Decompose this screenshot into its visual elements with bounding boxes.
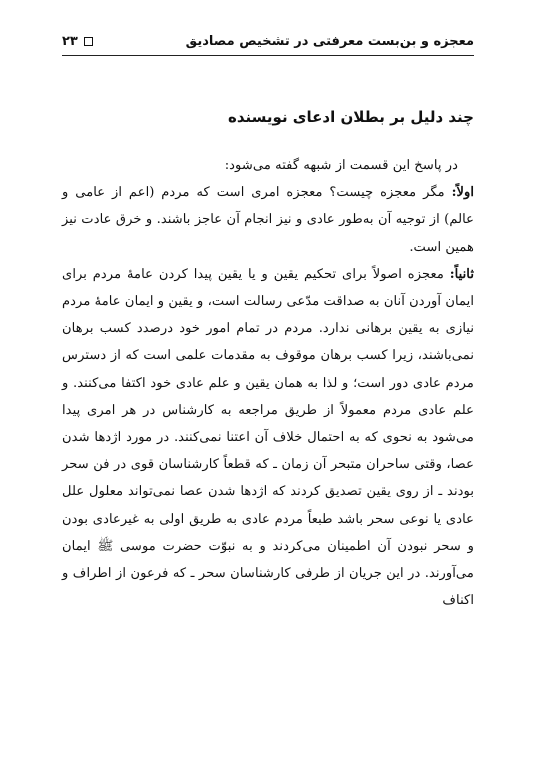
body-text	[62, 152, 474, 614]
page-number: ۲۳	[62, 34, 78, 49]
section-heading: چند دلیل بر بطلان ادعای نویسنده	[228, 108, 474, 126]
point-paragraph-2	[62, 261, 474, 615]
header-title: معجزه و بن‌بست معرفتی در تشخیص مصادیق	[185, 34, 474, 49]
intro-paragraph: در پاسخ این قسمت از شبهه گفته می‌شود:	[224, 158, 458, 173]
point-text-1: مگر معجزه چیست؟ معجزه امری است که مردم (اعم از عامی و عالم) از توجیه آن به‌طور عادی و نیز انجام آن عاجز باشند. و خرق عادت نیز همین است.	[62, 185, 474, 255]
point-paragraph-1	[62, 179, 474, 261]
point-lead-2: ثانیاً:	[449, 266, 474, 282]
square-bullet-icon	[84, 37, 93, 46]
page-number-block	[62, 34, 93, 49]
point-lead-1: اولاً:	[451, 185, 474, 201]
running-header	[62, 34, 474, 56]
point-text-2: معجزه اصولاً برای تحکیم یقین و یا یقین پیدا کردن عامهٔ مردم برای ایمان آوردن آنان به صداقت مدّعی رسالت است، و یقین و ایمان عامهٔ مردم نیازی به یقین برهانی ندارد. مردم در تمام امور خود درصدد کسب برهان نمی‌باشند، زیرا کسب برهان موقوف به مقدمات علمی است که از دسترس مردم عادی دور است؛ و لذا به همان یقین و علم عادی خود اکتفا می‌کنند. و علم عادی مردم معمولاً از طریق مراجعه به کارشناس در هر امری پیدا می‌شود به نحوی که به احتمال خلاف آن اعتنا نمی‌کنند. در مورد اژدها شدن عصا، وقتی ساحران متبحر آن زمان ـ که قطعاً کارشناسان قوی در فن سحر بودند ـ از روی یقین تصدیق کردند که اژدها شدن عصا نمی‌تواند معلول علل عادی یا نوعی سحر باشد طبعاً مردم عادی به طریق اولی به غیرعادی بودن و سحر نبودن آن اطمینان می‌کردند و به نبوّت حضرت موسی ﷺ ایمان می‌آورند. در این جریان از طرفی کارشناسان سحر ـ که فرعون از اطراف و اکناف	[62, 266, 474, 609]
